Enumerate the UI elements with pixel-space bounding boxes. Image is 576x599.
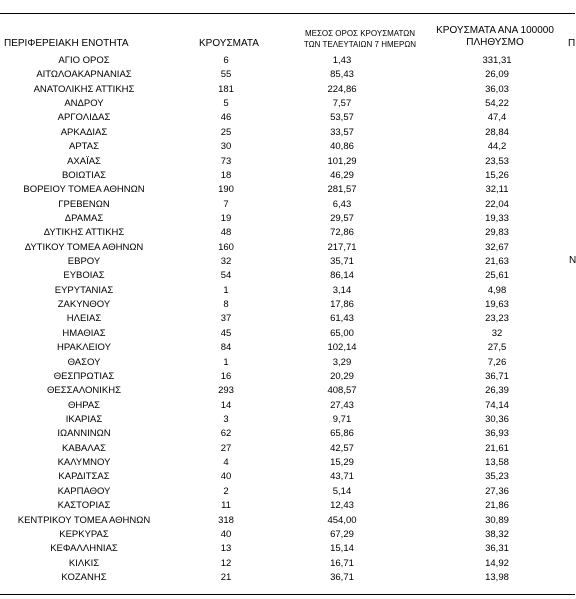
cell-region: ΕΥΒΟΙΑΣ bbox=[63, 270, 105, 282]
cell-seven-day-mean: 9,71 bbox=[332, 413, 352, 425]
table-row bbox=[0, 456, 575, 470]
header-region: ΠΕΡΙΦΕΡΕΙΑΚΗ ΕΝΟΤΗΤΑ bbox=[4, 38, 129, 49]
cell-per-100k: 28,84 bbox=[485, 126, 509, 138]
table-row bbox=[0, 384, 575, 398]
cell-seven-day-mean: 102,14 bbox=[327, 342, 357, 354]
cell-region: ΚΑΡΔΙΤΣΑΣ bbox=[58, 471, 110, 483]
cell-per-100k: 4,98 bbox=[487, 284, 507, 296]
table-row bbox=[0, 284, 575, 298]
data-table bbox=[0, 54, 575, 585]
table-row bbox=[0, 370, 575, 384]
cell-cases: 13 bbox=[220, 543, 232, 555]
cell-seven-day-mean: 17,86 bbox=[330, 299, 354, 311]
cell-per-100k: 7,26 bbox=[487, 356, 507, 368]
table-row bbox=[0, 255, 575, 269]
cell-per-100k: 14,92 bbox=[485, 557, 509, 569]
cell-per-100k: 27,5 bbox=[487, 342, 507, 354]
table-row bbox=[0, 140, 575, 154]
cell-seven-day-mean: 281,57 bbox=[327, 184, 357, 196]
cell-per-100k: 331,31 bbox=[482, 55, 512, 66]
table-row bbox=[0, 442, 575, 456]
table-row bbox=[0, 269, 575, 283]
cell-region: ΔΡΑΜΑΣ bbox=[64, 212, 104, 224]
cell-seven-day-mean: 33,57 bbox=[330, 126, 354, 138]
table-row bbox=[0, 298, 575, 312]
table-row bbox=[0, 312, 575, 326]
cell-per-100k: 36,71 bbox=[485, 370, 509, 382]
table-row bbox=[0, 68, 575, 82]
cell-seven-day-mean: 224,86 bbox=[327, 83, 357, 95]
cell-per-100k: 36,31 bbox=[485, 543, 509, 555]
cell-per-100k: 15,26 bbox=[485, 169, 509, 181]
cell-seven-day-mean: 40,86 bbox=[330, 141, 354, 153]
table-row bbox=[0, 83, 575, 97]
header-mean-line1: ΜΕΣΟΣ ΟΡΟΣ ΚΡΟΥΣΜΑΤΩΝ bbox=[304, 29, 416, 38]
cell-per-100k: 13,98 bbox=[485, 571, 509, 583]
cell-region: ΑΝΔΡΟΥ bbox=[64, 98, 104, 110]
cell-cases: 48 bbox=[220, 227, 232, 239]
cell-seven-day-mean: 29,57 bbox=[330, 212, 354, 224]
table-row bbox=[0, 97, 575, 111]
header-per100k-line2: ΠΛΗΘΥΣΜΟ bbox=[466, 37, 524, 48]
cell-region: ΕΥΡΥΤΑΝΙΑΣ bbox=[54, 284, 114, 296]
cell-region: ΚΟΖΑΝΗΣ bbox=[61, 571, 107, 583]
table-row bbox=[0, 528, 575, 542]
cell-seven-day-mean: 42,57 bbox=[330, 442, 354, 454]
cell-region: ΑΝΑΤΟΛΙΚΗΣ ΑΤΤΙΚΗΣ bbox=[33, 83, 135, 95]
cell-cases: 12 bbox=[220, 557, 232, 569]
cell-per-100k: 22,04 bbox=[485, 198, 509, 210]
cell-per-100k: 25,61 bbox=[485, 270, 509, 282]
cell-seven-day-mean: 36,71 bbox=[330, 571, 354, 583]
header-per100k-line1: ΚΡΟΥΣΜΑΤΑ ΑΝΑ 100000 bbox=[436, 25, 554, 36]
cell-region: ΚΕΦΑΛΛΗΝΙΑΣ bbox=[50, 543, 118, 555]
cell-per-100k: 35,23 bbox=[485, 471, 509, 483]
cell-region: ΘΑΣΟΥ bbox=[67, 356, 101, 368]
cell-region: ΑΡΤΑΣ bbox=[69, 141, 99, 153]
cell-cases: 54 bbox=[220, 270, 232, 282]
cell-cases: 11 bbox=[221, 500, 231, 512]
table-row bbox=[0, 470, 575, 484]
cell-seven-day-mean: 53,57 bbox=[330, 112, 354, 124]
cell-per-100k: 19,63 bbox=[485, 299, 509, 311]
cell-seven-day-mean: 6,43 bbox=[332, 198, 352, 210]
table-row bbox=[0, 557, 575, 571]
cell-region: ΒΟΙΩΤΙΑΣ bbox=[61, 169, 107, 181]
cell-cases: 19 bbox=[220, 212, 232, 224]
cell-region: ΑΓΙΟ ΟΡΟΣ bbox=[58, 55, 110, 66]
cell-seven-day-mean: 7,57 bbox=[332, 98, 352, 110]
cell-cases: 7 bbox=[223, 198, 229, 210]
cell-cases: 2 bbox=[223, 485, 229, 497]
cell-cases: 1 bbox=[223, 356, 229, 368]
cell-cases: 18 bbox=[220, 169, 232, 181]
cell-cases: 14 bbox=[220, 399, 232, 411]
table-row bbox=[0, 54, 575, 68]
cell-per-100k: 44,2 bbox=[487, 141, 507, 153]
cell-cases: 25 bbox=[220, 126, 232, 138]
cell-region: ΔΥΤΙΚΟΥ ΤΟΜΕΑ ΑΘΗΝΩΝ bbox=[24, 241, 144, 253]
top-rule bbox=[0, 13, 575, 14]
cell-region: ΖΑΚΥΝΘΟΥ bbox=[57, 299, 111, 311]
cell-seven-day-mean: 65,00 bbox=[330, 327, 354, 339]
cell-seven-day-mean: 35,71 bbox=[330, 256, 354, 268]
table-row bbox=[0, 212, 575, 226]
header-cut-column: Π bbox=[568, 38, 576, 49]
cell-per-100k: 27,36 bbox=[485, 485, 509, 497]
table-row bbox=[0, 413, 575, 427]
table-row bbox=[0, 499, 575, 513]
cell-seven-day-mean: 454,00 bbox=[327, 514, 357, 526]
cell-per-100k: 32,67 bbox=[485, 241, 509, 253]
cell-seven-day-mean: 217,71 bbox=[327, 241, 357, 253]
cell-region: ΚΕΡΚΥΡΑΣ bbox=[59, 528, 109, 540]
table-row bbox=[0, 485, 575, 499]
cell-seven-day-mean: 65,86 bbox=[330, 428, 354, 440]
header-cases-per-100k bbox=[430, 25, 560, 49]
cell-cases: 3 bbox=[223, 413, 229, 425]
table-row bbox=[0, 111, 575, 125]
cell-seven-day-mean: 3,29 bbox=[332, 356, 352, 368]
table-row bbox=[0, 341, 575, 355]
cell-region: ΙΩΑΝΝΙΝΩΝ bbox=[57, 428, 111, 440]
cell-per-100k: 32 bbox=[491, 327, 503, 339]
cell-cases: 84 bbox=[220, 342, 232, 354]
cell-seven-day-mean: 101,29 bbox=[327, 155, 357, 167]
cell-cases: 40 bbox=[220, 471, 232, 483]
table-row bbox=[0, 542, 575, 556]
bottom-rule bbox=[0, 594, 575, 595]
cell-cases: 5 bbox=[223, 98, 229, 110]
table-row bbox=[0, 226, 575, 240]
cell-seven-day-mean: 43,71 bbox=[330, 471, 354, 483]
table-row bbox=[0, 241, 575, 255]
cell-cases: 73 bbox=[220, 155, 232, 167]
cell-seven-day-mean: 15,14 bbox=[330, 543, 354, 555]
cell-seven-day-mean: 72,86 bbox=[330, 227, 354, 239]
cell-per-100k: 30,36 bbox=[485, 413, 509, 425]
table-row bbox=[0, 571, 575, 585]
cell-seven-day-mean: 27,43 bbox=[330, 399, 354, 411]
cell-region: ΚΑΒΑΛΑΣ bbox=[62, 442, 106, 454]
cell-region: ΑΡΚΑΔΙΑΣ bbox=[60, 126, 108, 138]
cell-seven-day-mean: 16,71 bbox=[330, 557, 354, 569]
cell-per-100k: 38,32 bbox=[485, 528, 509, 540]
table-row bbox=[0, 183, 575, 197]
cell-cases: 181 bbox=[218, 83, 234, 95]
table-row bbox=[0, 427, 575, 441]
table-row bbox=[0, 155, 575, 169]
header-cases: ΚΡΟΥΣΜΑΤΑ bbox=[199, 38, 259, 49]
cell-seven-day-mean: 5,14 bbox=[332, 485, 352, 497]
cell-seven-day-mean: 20,29 bbox=[330, 370, 354, 382]
cell-seven-day-mean: 86,14 bbox=[330, 270, 354, 282]
cell-per-100k: 74,14 bbox=[485, 399, 509, 411]
cell-cases: 32 bbox=[220, 256, 232, 268]
cell-region: ΗΡΑΚΛΕΙΟΥ bbox=[57, 342, 111, 354]
cell-cases: 8 bbox=[223, 299, 229, 311]
cell-cases: 16 bbox=[220, 370, 232, 382]
cell-per-100k: 13,58 bbox=[485, 457, 509, 469]
cell-cases: 45 bbox=[220, 327, 232, 339]
header-seven-day-mean bbox=[292, 28, 428, 50]
cell-cases: 6 bbox=[223, 55, 229, 66]
header-mean-line2: ΤΩΝ ΤΕΛΕΥΤΑΙΩΝ 7 ΗΜΕΡΩΝ bbox=[303, 40, 417, 49]
cell-seven-day-mean: 15,29 bbox=[330, 457, 354, 469]
table-row bbox=[0, 126, 575, 140]
cell-per-100k: 21,61 bbox=[485, 442, 509, 454]
cell-cases: 1 bbox=[223, 284, 229, 296]
cell-region: ΚΑΡΠΑΘΟΥ bbox=[57, 485, 111, 497]
cell-per-100k: 36,03 bbox=[485, 83, 509, 95]
cell-region: ΔΥΤΙΚΗΣ ΑΤΤΙΚΗΣ bbox=[43, 227, 125, 239]
cell-region: ΚΙΛΚΙΣ bbox=[68, 557, 100, 569]
cell-region: ΒΟΡΕΙΟΥ ΤΟΜΕΑ ΑΘΗΝΩΝ bbox=[23, 184, 145, 196]
cell-region: ΚΑΣΤΟΡΙΑΣ bbox=[57, 500, 111, 512]
cell-region: ΚΕΝΤΡΙΚΟΥ ΤΟΜΕΑ ΑΘΗΝΩΝ bbox=[17, 514, 151, 526]
cell-per-100k: 23,23 bbox=[485, 313, 509, 325]
cell-seven-day-mean: 67,29 bbox=[330, 528, 354, 540]
cell-cases: 30 bbox=[220, 141, 232, 153]
cell-per-100k: 26,39 bbox=[485, 385, 509, 397]
table-row bbox=[0, 169, 575, 183]
cell-per-100k: 47,4 bbox=[487, 112, 507, 124]
cell-per-100k: 23,53 bbox=[485, 155, 509, 167]
cell-seven-day-mean: 408,57 bbox=[327, 385, 357, 397]
side-marker: Ν bbox=[569, 255, 576, 266]
cell-cases: 21 bbox=[220, 571, 232, 583]
cell-seven-day-mean: 85,43 bbox=[330, 69, 354, 81]
cell-seven-day-mean: 46,29 bbox=[330, 169, 354, 181]
cell-region: ΙΚΑΡΙΑΣ bbox=[65, 413, 103, 425]
cell-region: ΑΙΤΩΛΟΑΚΑΡΝΑΝΙΑΣ bbox=[36, 69, 132, 81]
cell-region: ΘΕΣΣΑΛΟΝΙΚΗΣ bbox=[47, 385, 121, 397]
cell-seven-day-mean: 61,43 bbox=[330, 313, 354, 325]
cell-cases: 318 bbox=[218, 514, 234, 526]
cell-seven-day-mean: 12,43 bbox=[330, 500, 354, 512]
cell-per-100k: 19,33 bbox=[485, 212, 509, 224]
cell-per-100k: 26,09 bbox=[485, 69, 509, 81]
cell-cases: 55 bbox=[220, 69, 232, 81]
cell-cases: 62 bbox=[220, 428, 232, 440]
table-row bbox=[0, 198, 575, 212]
cell-cases: 160 bbox=[218, 241, 234, 253]
cell-seven-day-mean: 3,14 bbox=[332, 284, 352, 296]
cell-region: ΕΒΡΟΥ bbox=[67, 256, 101, 268]
cell-per-100k: 32,11 bbox=[485, 184, 509, 196]
cell-per-100k: 21,86 bbox=[485, 500, 509, 512]
cell-region: ΓΡΕΒΕΝΩΝ bbox=[58, 198, 110, 210]
cell-per-100k: 54,22 bbox=[485, 98, 509, 110]
table-row bbox=[0, 327, 575, 341]
cell-cases: 293 bbox=[218, 385, 234, 397]
cell-cases: 4 bbox=[223, 457, 229, 469]
cell-region: ΘΕΣΠΡΩΤΙΑΣ bbox=[53, 370, 115, 382]
cell-per-100k: 36,93 bbox=[485, 428, 509, 440]
cell-region: ΘΗΡΑΣ bbox=[67, 399, 101, 411]
table-row bbox=[0, 514, 575, 528]
table-row bbox=[0, 356, 575, 370]
cell-cases: 37 bbox=[220, 313, 232, 325]
cell-per-100k: 21,63 bbox=[485, 256, 509, 268]
cell-cases: 190 bbox=[218, 184, 234, 196]
cell-per-100k: 30,89 bbox=[485, 514, 509, 526]
cell-region: ΑΧΑΪΑΣ bbox=[67, 155, 101, 167]
cell-region: ΗΛΕΙΑΣ bbox=[66, 313, 102, 325]
cell-cases: 40 bbox=[220, 528, 232, 540]
cell-cases: 46 bbox=[220, 112, 232, 124]
cell-region: ΑΡΓΟΛΙΔΑΣ bbox=[57, 112, 111, 124]
cell-region: ΚΑΛΥΜΝΟΥ bbox=[57, 457, 111, 469]
cell-region: ΗΜΑΘΙΑΣ bbox=[62, 327, 106, 339]
cell-cases: 27 bbox=[220, 442, 232, 454]
cell-per-100k: 29,83 bbox=[485, 227, 509, 239]
table-row bbox=[0, 399, 575, 413]
cell-seven-day-mean: 1,43 bbox=[332, 55, 352, 66]
